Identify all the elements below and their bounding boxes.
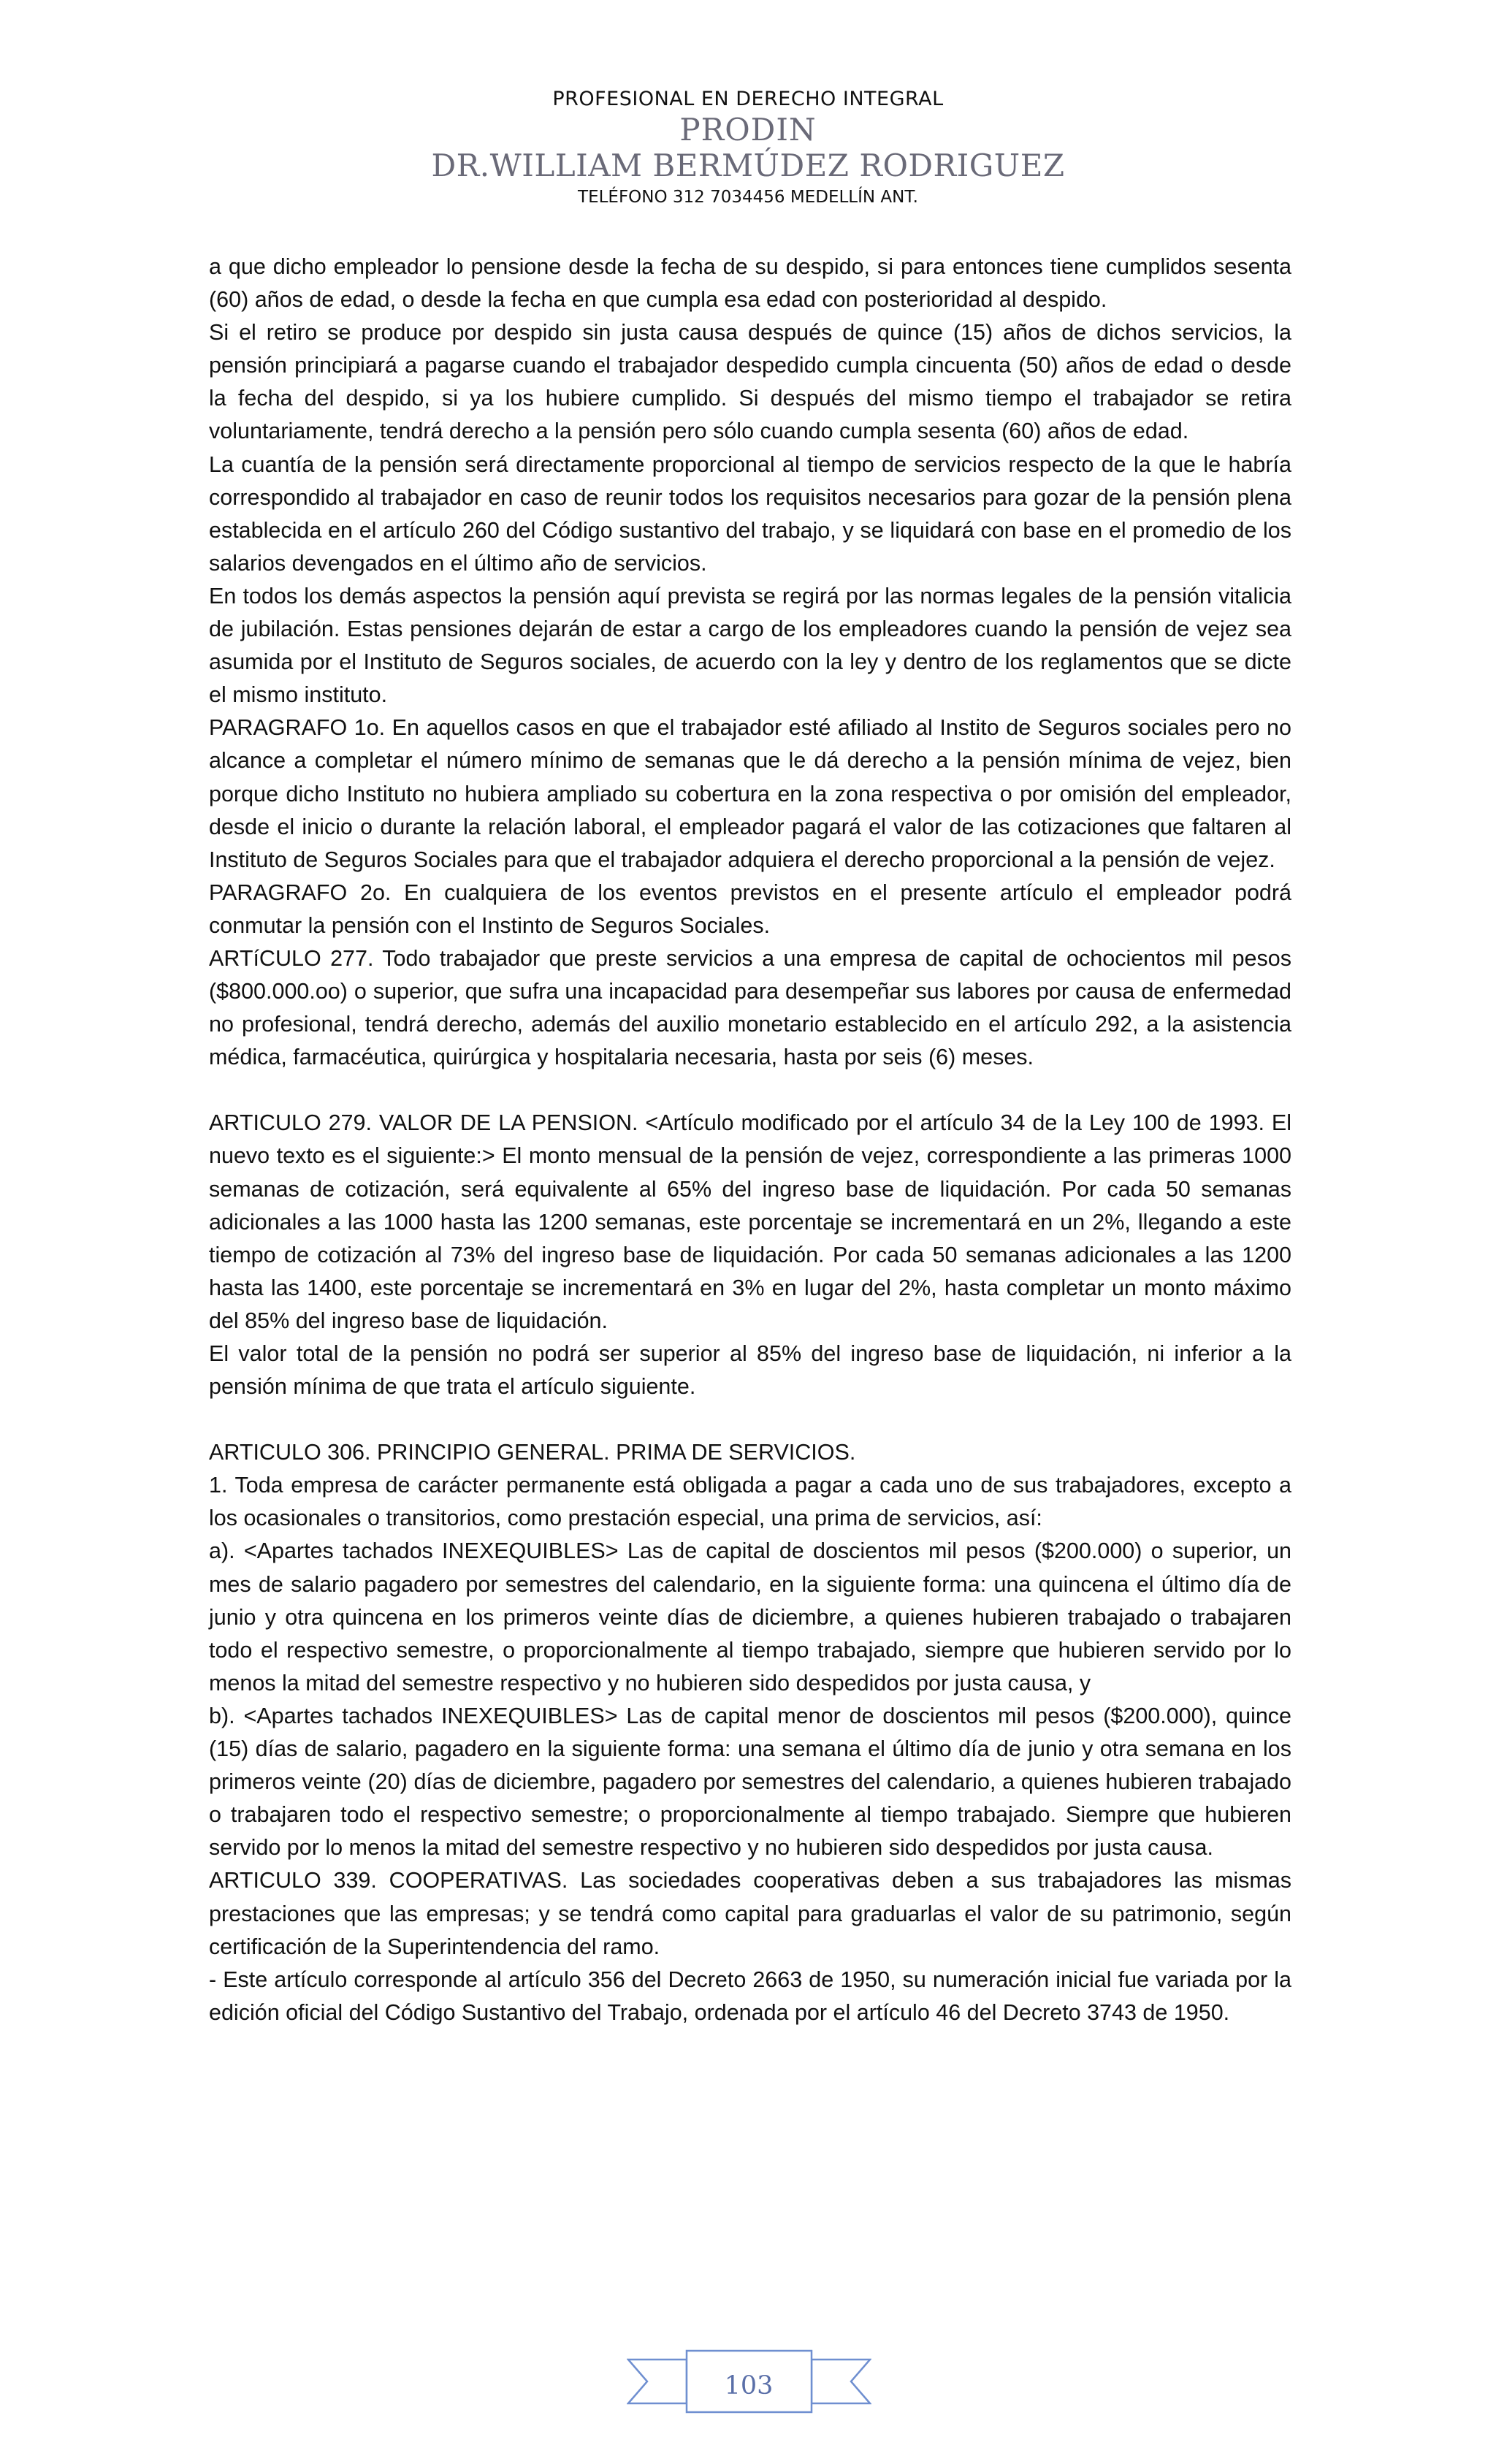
paragraph: ARTíCULO 277. Todo trabajador que preste servicios a una empresa de capital de ochocientos mil pesos ($800.000.oo) o superior, que sufra una incapacidad para desempeñar sus labores por causa de enfermedad no profesional, tendrá derecho, además del auxilio monetario establecido en el artículo 292, a la asistencia médica, farmacéutica, quirúrgica y hospitalaria necesaria, hasta por seis (6) meses. xyxy=(209,945,1291,1070)
paragraph: a). <Apartes tachados INEXEQUIBLES> Las de capital de doscientos mil pesos ($200.000) o superior, un mes de salario pagadero por semestres del calendario, en la siguiente forma: una quincena el último día de junio y otra quincena en los primeros veinte días de diciembre, a quienes hubieren trabajado o trabajaren todo el respectivo semestre, o proporcionalmente al tiempo trabajado, siempre que hubieren servido por lo menos la mitad del semestre respectivo y no hubieren sido despedidos por justa causa, y xyxy=(209,1538,1291,1696)
paragraph: PARAGRAFO 1o. En aquellos casos en que el trabajador esté afiliado al Instito de Seguros sociales pero no alcance a completar el número mínimo de semanas que le dá derecho a la pensión mínima de vejez, bien porque dicho Instituto no hubiera ampliado su cobertura en la zona respectiva o por omisión del empleador, desde el inicio o durante la relación laboral, el empleador pagará el valor de las cotizaciones que faltaren al Instituto de Seguros Sociales para que el trabajador adquiera el derecho proporcional a la pensión de vejez. xyxy=(209,715,1291,872)
paragraph: La cuantía de la pensión será directamente proporcional al tiempo de servicios respecto de la que le habría correspondido al trabajador en caso de reunir todos los requisitos necesarios para gozar de la pensión plena establecida en el artículo 260 del Código sustantivo del trabajo, y se liquidará con base en el promedio de los salarios devengados en el último año de servicios. xyxy=(209,451,1291,576)
paragraph: ARTICULO 279. VALOR DE LA PENSION. <Artículo modificado por el artículo 34 de la Ley 100 de 1993. El nuevo texto es el siguiente:> El monto mensual de la pensión de vejez, correspondiente a las primeras 1000 semanas de cotización, será equivalente al 65% del ingreso base de liquidación. Por cada 50 semanas adicionales a las 1000 hasta las 1200 semanas, este porcentaje se incrementará en un 2%, llegando a este tiempo de cotización al 73% del ingreso base de liquidación. Por cada 50 semanas adicionales a las 1200 hasta las 1400, este porcentaje se incrementará en 3% en lugar del 2%, hasta completar un monto máximo del 85% del ingreso base de liquidación. xyxy=(209,1110,1291,1333)
paragraph: ARTICULO 306. PRINCIPIO GENERAL. PRIMA DE SERVICIOS. xyxy=(209,1440,856,1465)
letterhead-name: DR.WILLIAM BERMÚDEZ RODRIGUEZ xyxy=(431,148,1065,183)
letterhead-phone: TELÉFONO 312 7034456 MEDELLÍN ANT. xyxy=(578,188,918,207)
letterhead-brand: PRODIN xyxy=(679,112,817,148)
paragraph: PARAGRAFO 2o. En cualquiera de los eventos previstos en el presente artículo el empleador podrá conmutar la pensión con el Instinto de Seguros Sociales. xyxy=(209,880,1291,938)
paragraph-spacer xyxy=(209,1403,1291,1436)
letterhead-title: PROFESIONAL EN DERECHO INTEGRAL xyxy=(552,88,944,110)
paragraph: 1. Toda empresa de carácter permanente está obligada a pagar a cada uno de sus trabajadores, excepto a los ocasionales o transitorios, como prestación especial, una prima de servicios, así: xyxy=(209,1473,1291,1531)
paragraph: Si el retiro se produce por despido sin justa causa después de quince (15) años de dichos servicios, la pensión principiará a pagarse cuando el trabajador despedido cumpla cincuenta (50) años de edad o desde la fecha del despido, si ya los hubiere cumplido. Si después del mismo tiempo el trabajador se retira voluntariamente, tendrá derecho a la pensión pero sólo cuando cumpla sesenta (60) años de edad. xyxy=(209,320,1291,444)
paragraph: ARTICULO 339. COOPERATIVAS. Las sociedades cooperativas deben a sus trabajadores las mismas prestaciones que las empresas; y se tendrá como capital para graduarlas el valor de su patrimonio, según certificación de la Superintendencia del ramo. xyxy=(209,1868,1291,1959)
page-number: 103 xyxy=(724,2371,774,2400)
paragraph: b). <Apartes tachados INEXEQUIBLES> Las de capital menor de doscientos mil pesos ($200.000), quince (15) días de salario, pagadero en la siguiente forma: una semana el último día de junio y otra semana en los primeros veinte (20) días de diciembre, pagadero por semestres del calendario, a quienes hubieren trabajado o trabajaren todo el respectivo semestre; o proporcionalmente al tiempo trabajado. Siempre que hubieren servido por lo menos la mitad del semestre respectivo y no hubieren sido despedidos por justa causa. xyxy=(209,1703,1291,1861)
document-body xyxy=(209,251,1291,2029)
letterhead xyxy=(0,86,1496,210)
paragraph: El valor total de la pensión no podrá ser superior al 85% del ingreso base de liquidación, ni inferior a la pensión mínima de que trata el artículo siguiente. xyxy=(209,1341,1291,1400)
paragraph: En todos los demás aspectos la pensión aquí prevista se regirá por las normas legales de la pensión vitalicia de jubilación. Estas pensiones dejarán de estar a cargo de los empleadores cuando la pensión de vejez sea asumida por el Instituto de Seguros sociales, de acuerdo con la ley y dentro de los reglamentos que se dicte el mismo instituto. xyxy=(209,583,1291,708)
paragraph-spacer xyxy=(209,1074,1291,1107)
paragraph: a que dicho empleador lo pensione desde la fecha de su despido, si para entonces tiene cumplidos sesenta (60) años de edad, o desde la fecha en que cumpla esa edad con posterioridad al despido. xyxy=(209,254,1291,313)
paragraph: - Este artículo corresponde al artículo 356 del Decreto 2663 de 1950, su numeración inicial fue variada por la edición oficial del Código Sustantivo del Trabajo, ordenada por el artículo 46 del Decreto 3743 de 1950. xyxy=(209,1967,1291,2025)
